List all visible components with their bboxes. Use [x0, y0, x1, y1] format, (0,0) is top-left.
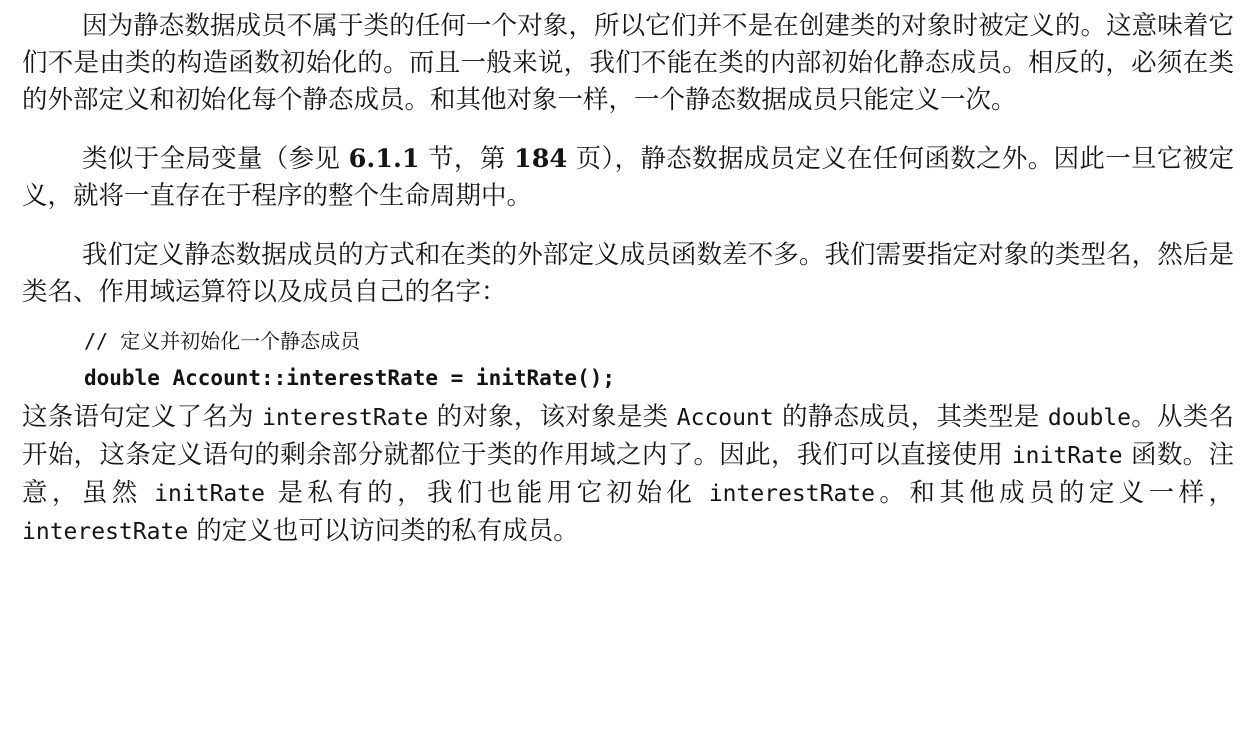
section-reference: 6.1.1 [348, 144, 420, 174]
paragraph-4-text-2: 的对象，该对象是类 [428, 402, 677, 432]
code-term-interestrate: interestRate [22, 519, 189, 545]
document-page [22, 8, 1234, 551]
paragraph-global-variable-analogy [22, 141, 1234, 215]
paragraph-4-text-8: 的定义也可以访问类的私有成员。 [188, 516, 579, 546]
paragraph-4-text-5: 函数。注意，虽然 [22, 440, 1235, 508]
paragraph-4-text-6: 是私有的，我们也能用它初始化 [264, 478, 709, 508]
paragraph-2-text-a: 类似于全局变量（参见 [82, 144, 349, 174]
code-term-interestrate: interestRate [708, 481, 875, 507]
paragraph-3-text: 我们定义静态数据成员的方式和在类的外部定义成员函数差不多。我们需要指定对象的类型名，然后是类名、作用域运算符以及成员自己的名字： [22, 240, 1234, 307]
paragraph-4-text-1: 这条语句定义了名为 [22, 402, 263, 432]
code-comment-line [84, 323, 1234, 360]
paragraph-definition-method [22, 237, 1234, 311]
page-reference: 184 [514, 144, 568, 174]
paragraph-4-text-4: 。从类名开始，这条定义语句的剩余部分就都位于类的作用域之内了。因此，我们可以直接使用 [22, 402, 1234, 470]
code-term-account: Account [676, 405, 774, 431]
code-term-double: double [1047, 405, 1131, 431]
code-term-initrate: initRate [154, 481, 265, 507]
paragraph-4-text-7: 。和其他成员的定义一样， [875, 478, 1234, 508]
code-comment-text: 定义并初始化一个静态成员 [120, 329, 361, 353]
paragraph-statement-explanation [22, 399, 1234, 551]
paragraph-2-text-b: 节，第 [419, 144, 514, 174]
paragraph-static-members-not-part-of-object [22, 8, 1234, 119]
paragraph-4-text-3: 的静态成员，其类型是 [773, 402, 1048, 432]
code-statement-line: double Account::interestRate = initRate(); [84, 366, 616, 390]
code-term-interestrate: interestRate [262, 405, 429, 431]
paragraph-1-text: 因为静态数据成员不属于类的任何一个对象，所以它们并不是在创建类的对象时被定义的。这意味着它们不是由类的构造函数初始化的。而且一般来说，我们不能在类的内部初始化静态成员。相反的，必须在类的外部定义和初始化每个静态成员。和其他对象一样，一个静态数据成员只能定义一次。 [22, 11, 1234, 115]
code-comment-prefix: // [84, 329, 121, 353]
paragraph-2-text-c: 页），静态数据成员定义在任何函数之外。因此一旦它被定义，就将一直存在于程序的整个生命周期中。 [22, 144, 1235, 211]
code-term-initrate: initRate [1011, 443, 1123, 469]
code-example [84, 323, 1234, 397]
